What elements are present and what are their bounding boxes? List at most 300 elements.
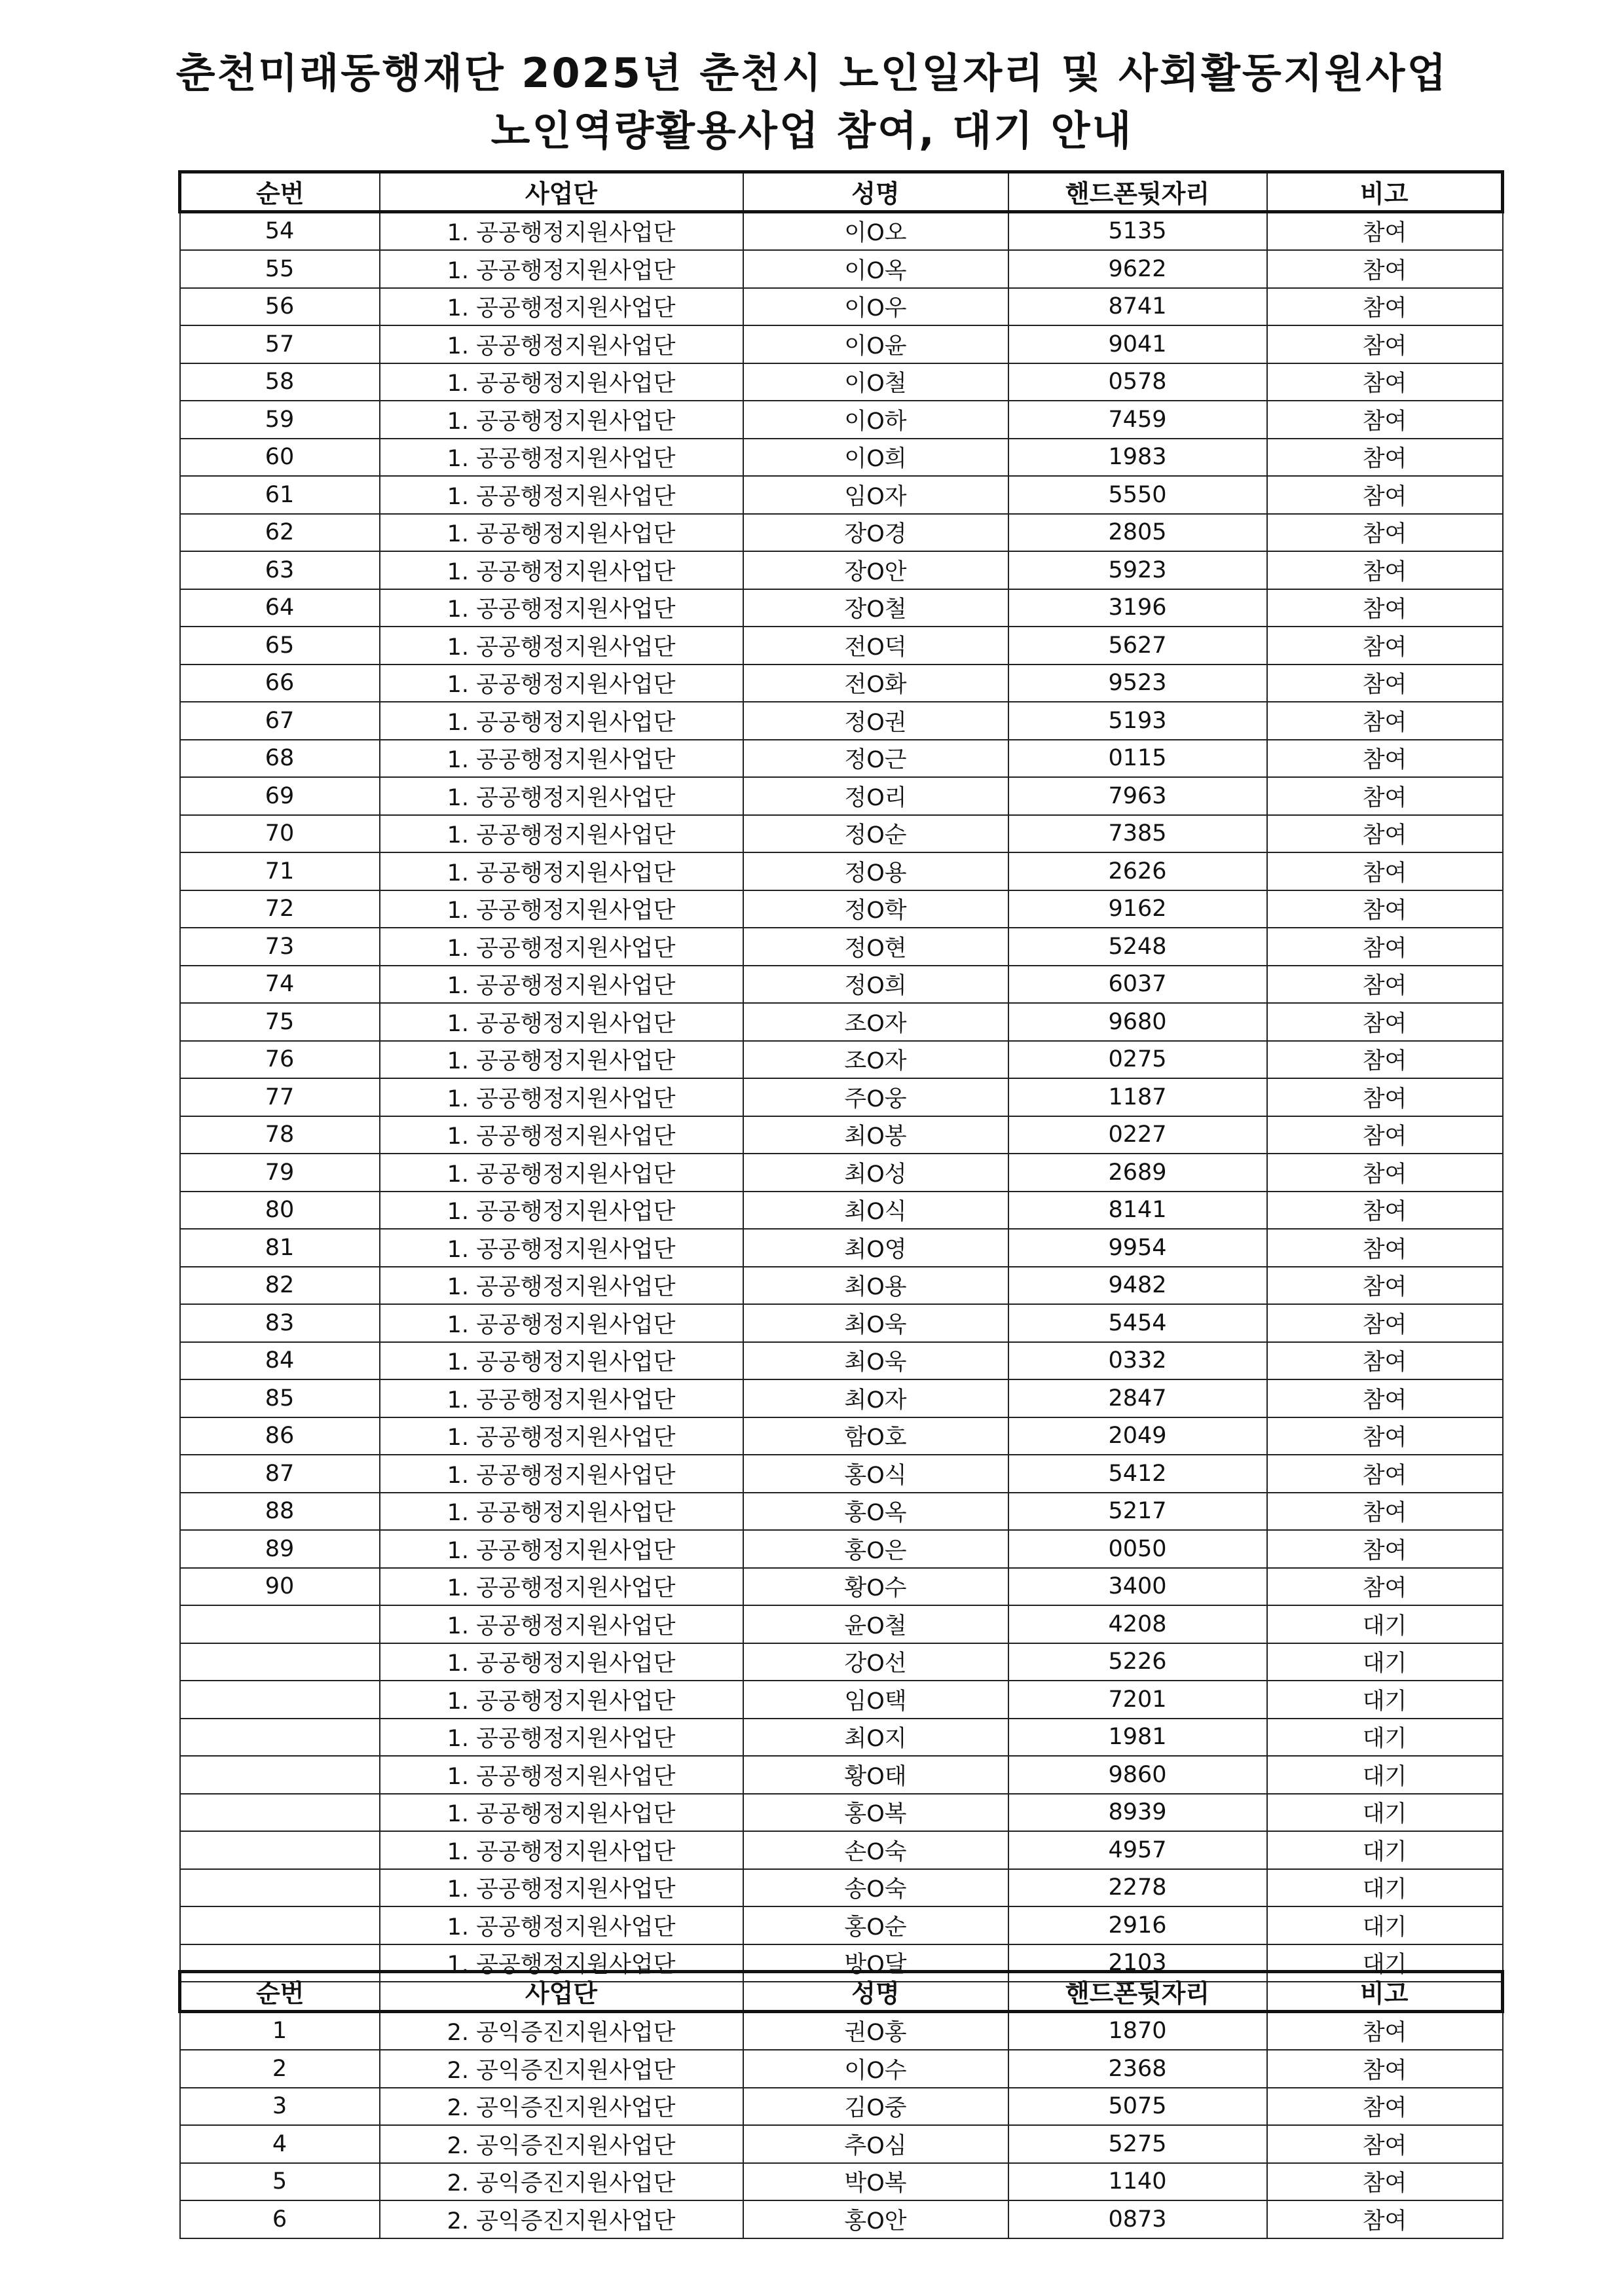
cell-number: 85 <box>180 1379 380 1417</box>
cell-program: 1. 공공행정지원사업단 <box>380 250 743 288</box>
cell-phone-last-digits: 7385 <box>1008 815 1267 853</box>
cell-number: 3 <box>180 2088 380 2126</box>
cell-program: 2. 공익증진지원사업단 <box>380 2163 743 2201</box>
cell-phone-last-digits: 5923 <box>1008 551 1267 589</box>
cell-name: 정O근 <box>743 740 1008 778</box>
cell-program: 1. 공공행정지원사업단 <box>380 325 743 363</box>
cell-program: 1. 공공행정지원사업단 <box>380 1794 743 1832</box>
cell-name: 임O택 <box>743 1681 1008 1719</box>
cell-name: 정O순 <box>743 815 1008 853</box>
cell-number: 69 <box>180 777 380 815</box>
cell-remarks: 참여 <box>1267 1041 1503 1079</box>
cell-remarks: 참여 <box>1267 890 1503 928</box>
cell-name: 조O자 <box>743 1041 1008 1079</box>
cell-phone-last-digits: 0275 <box>1008 1041 1267 1079</box>
cell-name: 홍O식 <box>743 1455 1008 1493</box>
cell-number: 61 <box>180 476 380 514</box>
table-row <box>180 627 1503 665</box>
document-title: 춘천미래동행재단 2025년 춘천시 노인일자리 및 사회활동지원사업 <box>175 49 1449 97</box>
cell-name: 송O숙 <box>743 1869 1008 1907</box>
cell-phone-last-digits: 0050 <box>1008 1530 1267 1568</box>
cell-program: 1. 공공행정지원사업단 <box>380 288 743 326</box>
cell-remarks: 참여 <box>1267 815 1503 853</box>
cell-program: 1. 공공행정지원사업단 <box>380 890 743 928</box>
cell-program: 1. 공공행정지원사업단 <box>380 928 743 966</box>
cell-number <box>180 1643 380 1681</box>
cell-number: 87 <box>180 1455 380 1493</box>
cell-program: 1. 공공행정지원사업단 <box>380 1379 743 1417</box>
cell-phone-last-digits: 8741 <box>1008 288 1267 326</box>
document-subtitle: 노인역량활용사업 참여, 대기 안내 <box>490 107 1134 155</box>
cell-name: 전O화 <box>743 665 1008 702</box>
cell-name: 임O자 <box>743 476 1008 514</box>
cell-phone-last-digits: 1140 <box>1008 2163 1267 2201</box>
cell-number: 76 <box>180 1041 380 1079</box>
cell-number: 89 <box>180 1530 380 1568</box>
cell-number: 70 <box>180 815 380 853</box>
cell-program: 1. 공공행정지원사업단 <box>380 740 743 778</box>
cell-program: 1. 공공행정지원사업단 <box>380 1944 743 1982</box>
cell-phone-last-digits: 0873 <box>1008 2200 1267 2238</box>
cell-number: 90 <box>180 1568 380 1606</box>
cell-phone-last-digits: 2847 <box>1008 1379 1267 1417</box>
cell-name: 강O선 <box>743 1643 1008 1681</box>
cell-name: 홍O옥 <box>743 1493 1008 1531</box>
cell-name: 정O리 <box>743 777 1008 815</box>
cell-name: 홍O순 <box>743 1906 1008 1944</box>
table-row <box>180 325 1503 363</box>
cell-phone-last-digits: 9622 <box>1008 250 1267 288</box>
cell-remarks: 참여 <box>1267 665 1503 702</box>
table-row <box>180 2011 1503 2050</box>
table-row <box>180 1041 1503 1079</box>
cell-remarks: 참여 <box>1267 1493 1503 1531</box>
cell-program: 1. 공공행정지원사업단 <box>380 815 743 853</box>
cell-phone-last-digits: 0115 <box>1008 740 1267 778</box>
cell-remarks: 참여 <box>1267 250 1503 288</box>
table-row <box>180 2163 1503 2201</box>
cell-program: 1. 공공행정지원사업단 <box>380 1192 743 1230</box>
cell-program: 1. 공공행정지원사업단 <box>380 1342 743 1380</box>
cell-remarks: 대기 <box>1267 1756 1503 1794</box>
cell-name: 홍O은 <box>743 1530 1008 1568</box>
cell-program: 1. 공공행정지원사업단 <box>380 1756 743 1794</box>
cell-name: 홍O복 <box>743 1794 1008 1832</box>
cell-program: 1. 공공행정지원사업단 <box>380 439 743 477</box>
cell-phone-last-digits: 0578 <box>1008 363 1267 401</box>
cell-phone-last-digits: 8141 <box>1008 1192 1267 1230</box>
cell-number: 64 <box>180 589 380 627</box>
cell-program: 1. 공공행정지원사업단 <box>380 1417 743 1455</box>
cell-remarks: 대기 <box>1267 1831 1503 1869</box>
cell-phone-last-digits: 9482 <box>1008 1267 1267 1305</box>
table-row <box>180 702 1503 740</box>
column-header-phone-last-digits: 핸드폰뒷자리 <box>1008 1972 1267 2012</box>
cell-remarks: 참여 <box>1267 2011 1503 2050</box>
cell-phone-last-digits: 8939 <box>1008 1794 1267 1832</box>
cell-name: 황O수 <box>743 1568 1008 1606</box>
cell-remarks: 참여 <box>1267 1267 1503 1305</box>
cell-phone-last-digits: 2689 <box>1008 1154 1267 1192</box>
cell-program: 1. 공공행정지원사업단 <box>380 363 743 401</box>
table-row <box>180 1116 1503 1154</box>
table-row <box>180 740 1503 778</box>
table-row <box>180 1304 1503 1342</box>
table-row <box>180 1154 1503 1192</box>
cell-remarks: 참여 <box>1267 2125 1503 2163</box>
cell-phone-last-digits: 2049 <box>1008 1417 1267 1455</box>
cell-name: 함O호 <box>743 1417 1008 1455</box>
table-header-row <box>180 1972 1503 2012</box>
cell-name: 장O경 <box>743 514 1008 552</box>
table-row <box>180 1493 1503 1531</box>
cell-number: 5 <box>180 2163 380 2201</box>
cell-phone-last-digits: 5275 <box>1008 2125 1267 2163</box>
cell-remarks: 참여 <box>1267 363 1503 401</box>
cell-program: 1. 공공행정지원사업단 <box>380 1267 743 1305</box>
cell-number: 82 <box>180 1267 380 1305</box>
table-row <box>180 815 1503 853</box>
cell-remarks: 참여 <box>1267 1417 1503 1455</box>
cell-phone-last-digits: 9041 <box>1008 325 1267 363</box>
cell-remarks: 참여 <box>1267 1379 1503 1417</box>
cell-program: 1. 공공행정지원사업단 <box>380 1493 743 1531</box>
table-row <box>180 890 1503 928</box>
cell-phone-last-digits: 9162 <box>1008 890 1267 928</box>
cell-name: 조O자 <box>743 1003 1008 1041</box>
cell-name: 이O옥 <box>743 250 1008 288</box>
table-row <box>180 1455 1503 1493</box>
cell-number: 55 <box>180 250 380 288</box>
cell-number: 83 <box>180 1304 380 1342</box>
cell-remarks: 참여 <box>1267 288 1503 326</box>
table-row <box>180 1417 1503 1455</box>
column-header-remarks: 비고 <box>1267 172 1503 212</box>
cell-remarks: 참여 <box>1267 1530 1503 1568</box>
cell-remarks: 대기 <box>1267 1719 1503 1757</box>
table-row <box>180 1078 1503 1116</box>
cell-remarks: 참여 <box>1267 2163 1503 2201</box>
cell-program: 1. 공공행정지원사업단 <box>380 551 743 589</box>
cell-number: 56 <box>180 288 380 326</box>
cell-program: 1. 공공행정지원사업단 <box>380 589 743 627</box>
cell-phone-last-digits: 2103 <box>1008 1944 1267 1982</box>
cell-number <box>180 1869 380 1907</box>
cell-remarks: 참여 <box>1267 777 1503 815</box>
cell-program: 2. 공익증진지원사업단 <box>380 2088 743 2126</box>
cell-number: 88 <box>180 1493 380 1531</box>
cell-name: 방O달 <box>743 1944 1008 1982</box>
table-row <box>180 1192 1503 1230</box>
cell-number: 67 <box>180 702 380 740</box>
cell-remarks: 대기 <box>1267 1681 1503 1719</box>
cell-name: 최O봉 <box>743 1116 1008 1154</box>
table-row <box>180 1906 1503 1944</box>
cell-name: 이O오 <box>743 211 1008 250</box>
cell-number: 79 <box>180 1154 380 1192</box>
cell-name: 최O용 <box>743 1267 1008 1305</box>
cell-remarks: 대기 <box>1267 1869 1503 1907</box>
cell-name: 권O홍 <box>743 2011 1008 2050</box>
column-header-name: 성명 <box>743 172 1008 212</box>
cell-program: 1. 공공행정지원사업단 <box>380 1003 743 1041</box>
table-row <box>180 1605 1503 1643</box>
cell-name: 최O성 <box>743 1154 1008 1192</box>
column-header-number: 순번 <box>180 172 380 212</box>
cell-phone-last-digits: 5627 <box>1008 627 1267 665</box>
column-header-program: 사업단 <box>380 172 743 212</box>
cell-name: 이O수 <box>743 2050 1008 2088</box>
cell-name: 정O용 <box>743 852 1008 890</box>
cell-name: 전O덕 <box>743 627 1008 665</box>
cell-number: 54 <box>180 211 380 250</box>
cell-program: 1. 공공행정지원사업단 <box>380 1605 743 1643</box>
cell-program: 1. 공공행정지원사업단 <box>380 1568 743 1606</box>
cell-remarks: 참여 <box>1267 966 1503 1004</box>
cell-name: 장O철 <box>743 589 1008 627</box>
column-header-phone-last-digits: 핸드폰뒷자리 <box>1008 172 1267 212</box>
cell-number: 86 <box>180 1417 380 1455</box>
column-header-remarks: 비고 <box>1267 1972 1503 2012</box>
cell-name: 홍O안 <box>743 2200 1008 2238</box>
cell-number: 63 <box>180 551 380 589</box>
cell-remarks: 대기 <box>1267 1944 1503 1982</box>
table-row <box>180 1831 1503 1869</box>
cell-phone-last-digits: 7459 <box>1008 401 1267 439</box>
cell-phone-last-digits: 1983 <box>1008 439 1267 477</box>
cell-program: 1. 공공행정지원사업단 <box>380 1869 743 1907</box>
cell-phone-last-digits: 5454 <box>1008 1304 1267 1342</box>
cell-name: 최O욱 <box>743 1304 1008 1342</box>
cell-name: 최O욱 <box>743 1342 1008 1380</box>
cell-program: 1. 공공행정지원사업단 <box>380 702 743 740</box>
cell-remarks: 참여 <box>1267 325 1503 363</box>
cell-phone-last-digits: 7201 <box>1008 1681 1267 1719</box>
cell-name: 황O태 <box>743 1756 1008 1794</box>
cell-number: 72 <box>180 890 380 928</box>
cell-phone-last-digits: 3400 <box>1008 1568 1267 1606</box>
cell-program: 1. 공공행정지원사업단 <box>380 1455 743 1493</box>
table-row <box>180 1342 1503 1380</box>
cell-number: 59 <box>180 401 380 439</box>
cell-program: 1. 공공행정지원사업단 <box>380 1719 743 1757</box>
cell-phone-last-digits: 1870 <box>1008 2011 1267 2050</box>
cell-phone-last-digits: 9523 <box>1008 665 1267 702</box>
cell-number <box>180 1719 380 1757</box>
cell-name: 손O숙 <box>743 1831 1008 1869</box>
table-row <box>180 928 1503 966</box>
cell-remarks: 대기 <box>1267 1794 1503 1832</box>
cell-number <box>180 1756 380 1794</box>
cell-number: 75 <box>180 1003 380 1041</box>
cell-remarks: 참여 <box>1267 2050 1503 2088</box>
cell-name: 윤O철 <box>743 1605 1008 1643</box>
cell-number: 73 <box>180 928 380 966</box>
table-row <box>180 777 1503 815</box>
table-row <box>180 514 1503 552</box>
cell-phone-last-digits: 7963 <box>1008 777 1267 815</box>
table-row <box>180 966 1503 1004</box>
cell-phone-last-digits: 1981 <box>1008 1719 1267 1757</box>
table-row <box>180 551 1503 589</box>
table-row <box>180 665 1503 702</box>
table-row <box>180 1568 1503 1606</box>
table-row <box>180 476 1503 514</box>
cell-program: 1. 공공행정지원사업단 <box>380 1831 743 1869</box>
cell-program: 1. 공공행정지원사업단 <box>380 1906 743 1944</box>
cell-number <box>180 1906 380 1944</box>
cell-remarks: 참여 <box>1267 589 1503 627</box>
cell-phone-last-digits: 5248 <box>1008 928 1267 966</box>
table-row <box>180 1229 1503 1267</box>
cell-remarks: 참여 <box>1267 2088 1503 2126</box>
cell-phone-last-digits: 5226 <box>1008 1643 1267 1681</box>
cell-program: 1. 공공행정지원사업단 <box>380 401 743 439</box>
cell-remarks: 대기 <box>1267 1643 1503 1681</box>
cell-name: 최O자 <box>743 1379 1008 1417</box>
cell-remarks: 참여 <box>1267 627 1503 665</box>
cell-phone-last-digits: 5412 <box>1008 1455 1267 1493</box>
cell-phone-last-digits: 6037 <box>1008 966 1267 1004</box>
cell-program: 1. 공공행정지원사업단 <box>380 777 743 815</box>
cell-program: 1. 공공행정지원사업단 <box>380 514 743 552</box>
cell-remarks: 참여 <box>1267 702 1503 740</box>
cell-remarks: 참여 <box>1267 211 1503 250</box>
table-row <box>180 1869 1503 1907</box>
cell-phone-last-digits: 3196 <box>1008 589 1267 627</box>
cell-remarks: 참여 <box>1267 852 1503 890</box>
cell-program: 1. 공공행정지원사업단 <box>380 1304 743 1342</box>
table-row <box>180 250 1503 288</box>
cell-name: 이O하 <box>743 401 1008 439</box>
table-row <box>180 1643 1503 1681</box>
cell-number: 58 <box>180 363 380 401</box>
table-row <box>180 439 1503 477</box>
cell-phone-last-digits: 5075 <box>1008 2088 1267 2126</box>
cell-name: 정O현 <box>743 928 1008 966</box>
cell-number: 68 <box>180 740 380 778</box>
participants-table-public-admin <box>178 170 1504 1982</box>
cell-phone-last-digits: 2805 <box>1008 514 1267 552</box>
cell-remarks: 참여 <box>1267 551 1503 589</box>
table-row <box>180 2050 1503 2088</box>
cell-remarks: 참여 <box>1267 1342 1503 1380</box>
cell-number <box>180 1794 380 1832</box>
cell-number <box>180 1681 380 1719</box>
table-row <box>180 852 1503 890</box>
cell-phone-last-digits: 0332 <box>1008 1342 1267 1380</box>
cell-name: 정O학 <box>743 890 1008 928</box>
cell-remarks: 참여 <box>1267 1154 1503 1192</box>
cell-program: 1. 공공행정지원사업단 <box>380 1116 743 1154</box>
cell-number: 57 <box>180 325 380 363</box>
cell-program: 1. 공공행정지원사업단 <box>380 211 743 250</box>
cell-program: 1. 공공행정지원사업단 <box>380 852 743 890</box>
table-row <box>180 1003 1503 1041</box>
cell-phone-last-digits: 0227 <box>1008 1116 1267 1154</box>
cell-phone-last-digits: 9954 <box>1008 1229 1267 1267</box>
cell-name: 최O식 <box>743 1192 1008 1230</box>
cell-name: 최O영 <box>743 1229 1008 1267</box>
cell-phone-last-digits: 5217 <box>1008 1493 1267 1531</box>
cell-number: 84 <box>180 1342 380 1380</box>
cell-remarks: 참여 <box>1267 476 1503 514</box>
cell-remarks: 대기 <box>1267 1906 1503 1944</box>
table-row <box>180 288 1503 326</box>
cell-remarks: 참여 <box>1267 1304 1503 1342</box>
cell-number: 74 <box>180 966 380 1004</box>
table-row <box>180 589 1503 627</box>
cell-number: 66 <box>180 665 380 702</box>
cell-number: 2 <box>180 2050 380 2088</box>
cell-phone-last-digits: 2278 <box>1008 1869 1267 1907</box>
cell-number: 6 <box>180 2200 380 2238</box>
table-row <box>180 1719 1503 1757</box>
cell-number: 65 <box>180 627 380 665</box>
cell-name: 이O철 <box>743 363 1008 401</box>
participants-table-public-interest <box>178 1970 1504 2239</box>
cell-program: 2. 공익증진지원사업단 <box>380 2200 743 2238</box>
table-row <box>180 211 1503 250</box>
table-row <box>180 363 1503 401</box>
table-header-row <box>180 172 1503 212</box>
cell-remarks: 참여 <box>1267 1455 1503 1493</box>
cell-phone-last-digits: 5193 <box>1008 702 1267 740</box>
cell-program: 1. 공공행정지원사업단 <box>380 1643 743 1681</box>
cell-phone-last-digits: 2916 <box>1008 1906 1267 1944</box>
column-header-program: 사업단 <box>380 1972 743 2012</box>
cell-program: 1. 공공행정지원사업단 <box>380 1681 743 1719</box>
cell-program: 1. 공공행정지원사업단 <box>380 1041 743 1079</box>
cell-remarks: 참여 <box>1267 401 1503 439</box>
cell-remarks: 참여 <box>1267 514 1503 552</box>
table-row <box>180 1794 1503 1832</box>
cell-number <box>180 1831 380 1869</box>
table-row <box>180 1756 1503 1794</box>
table-row <box>180 2125 1503 2163</box>
cell-remarks: 참여 <box>1267 1192 1503 1230</box>
cell-name: 정O권 <box>743 702 1008 740</box>
cell-name: 박O복 <box>743 2163 1008 2201</box>
table-row <box>180 2088 1503 2126</box>
table-row <box>180 1530 1503 1568</box>
cell-name: 김O중 <box>743 2088 1008 2126</box>
table-row <box>180 1681 1503 1719</box>
cell-remarks: 참여 <box>1267 1229 1503 1267</box>
cell-name: 정O희 <box>743 966 1008 1004</box>
column-header-name: 성명 <box>743 1972 1008 2012</box>
table-row <box>180 401 1503 439</box>
column-header-number: 순번 <box>180 1972 380 2012</box>
cell-number: 60 <box>180 439 380 477</box>
cell-program: 1. 공공행정지원사업단 <box>380 627 743 665</box>
cell-remarks: 대기 <box>1267 1605 1503 1643</box>
cell-remarks: 참여 <box>1267 1003 1503 1041</box>
cell-program: 2. 공익증진지원사업단 <box>380 2125 743 2163</box>
cell-remarks: 참여 <box>1267 740 1503 778</box>
cell-phone-last-digits: 4957 <box>1008 1831 1267 1869</box>
cell-name: 이O희 <box>743 439 1008 477</box>
cell-name: 장O안 <box>743 551 1008 589</box>
cell-remarks: 참여 <box>1267 2200 1503 2238</box>
cell-phone-last-digits: 9680 <box>1008 1003 1267 1041</box>
cell-number: 80 <box>180 1192 380 1230</box>
table-row <box>180 1379 1503 1417</box>
cell-program: 1. 공공행정지원사업단 <box>380 966 743 1004</box>
cell-program: 1. 공공행정지원사업단 <box>380 476 743 514</box>
cell-remarks: 참여 <box>1267 1078 1503 1116</box>
cell-number: 78 <box>180 1116 380 1154</box>
